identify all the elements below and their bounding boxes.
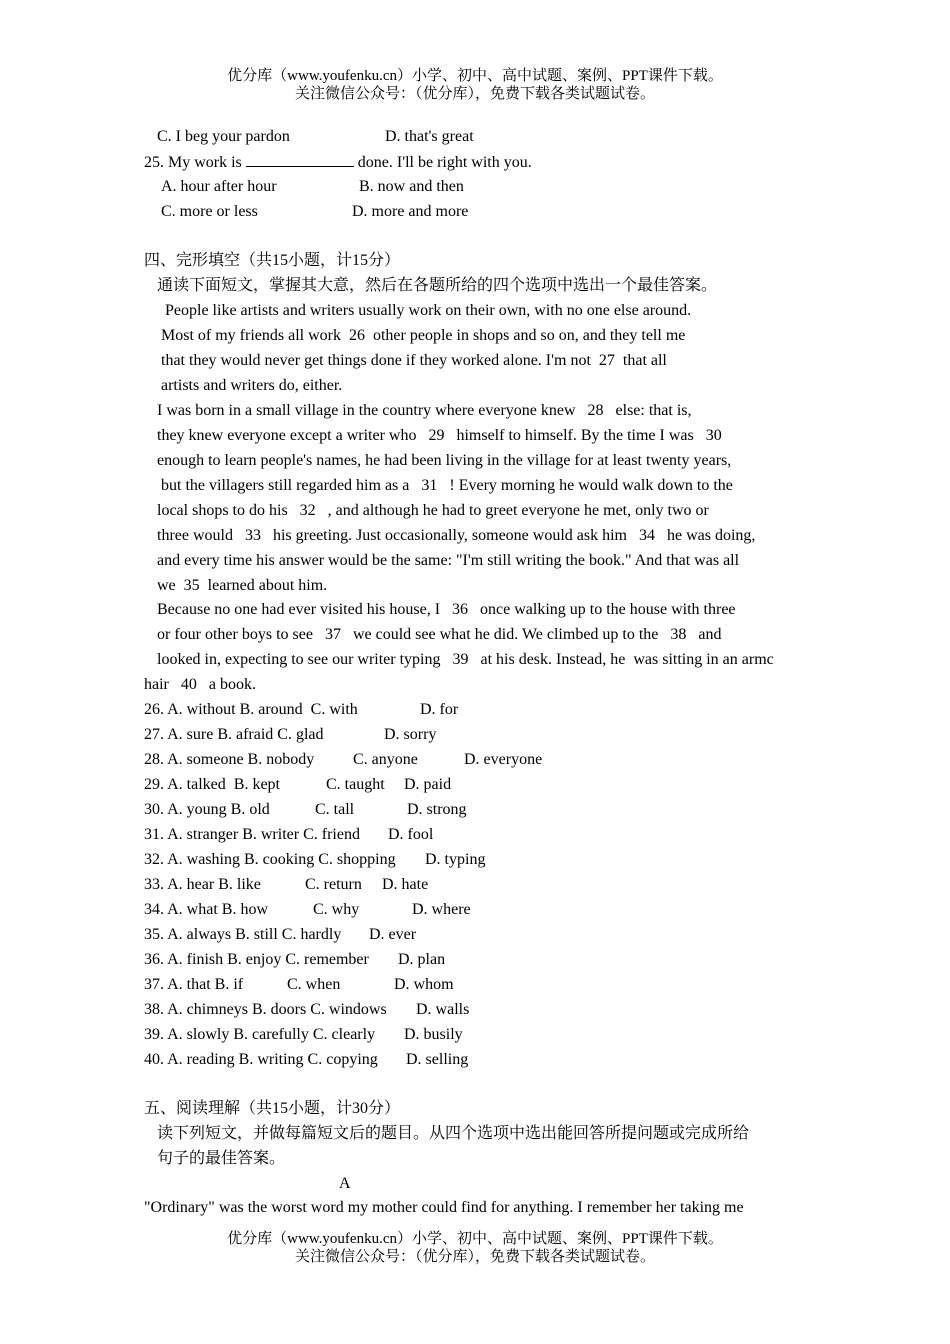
header-line-2: 关注微信公众号：（优分库），免费下载各类试题试卷。 bbox=[294, 86, 655, 102]
passage-line: and every time his answer would be the same: "I'm still writing the book." And that was all bbox=[157, 552, 740, 569]
page-header bbox=[0, 67, 950, 103]
question-32: 32. A. washing B. cooking C. shopping D. typing bbox=[144, 851, 486, 868]
question-29: 29. A. talked B. kept C. taught D. paid bbox=[144, 776, 452, 793]
q25-blank bbox=[246, 152, 354, 167]
passage-line: Because no one had ever visited his house, I 36 once walking up to the house with three bbox=[157, 601, 736, 618]
question-34: 34. A. what B. how C. why D. where bbox=[144, 901, 471, 918]
question-35: 35. A. always B. still C. hardly D. ever bbox=[144, 926, 417, 943]
question-37: 37. A. that B. if C. when D. whom bbox=[144, 976, 454, 993]
passage-line: they knew everyone except a writer who 29 himself to himself. By the time I was 30 bbox=[157, 427, 722, 444]
q24-option-c: C. I beg your pardon bbox=[157, 128, 290, 145]
q25-stem-start: 25. My work is bbox=[144, 154, 246, 171]
passage-line: three would 33 his greeting. Just occasionally, someone would ask him 34 he was doing, bbox=[157, 527, 756, 544]
question-30: 30. A. young B. old C. tall D. strong bbox=[144, 801, 467, 818]
passage-line: or four other boys to see 37 we could see what he did. We climbed up to the 38 and bbox=[157, 626, 722, 643]
question-39: 39. A. slowly B. carefully C. clearly D. busily bbox=[144, 1026, 463, 1043]
question-33: 33. A. hear B. like C. return D. hate bbox=[144, 876, 429, 893]
section4-instruction: 通读下面短文，掌握其大意，然后在各题所给的四个选项中选出一个最佳答案。 bbox=[157, 277, 718, 294]
passage-line: local shops to do his 32 , and although he had to greet everyone he met, only two or bbox=[157, 502, 709, 519]
q25-stem bbox=[144, 152, 532, 173]
passage-label: A bbox=[339, 1175, 351, 1192]
section4-title: 四、完形填空（共15小题，计15分） bbox=[144, 252, 401, 269]
q24-option-d: D. that's great bbox=[385, 128, 474, 145]
passage-line: hair 40 a book. bbox=[144, 676, 256, 693]
q25-option-b: B. now and then bbox=[359, 178, 464, 195]
header-line-1: 优分库（www.youfenku.cn）小学、初中、高中试题、案例、PPT课件下载。 bbox=[227, 68, 723, 84]
passage-line: we 35 learned about him. bbox=[157, 577, 328, 594]
page-footer bbox=[0, 1230, 950, 1266]
section5-instruction-line-2: 句子的最佳答案。 bbox=[157, 1150, 286, 1167]
passage-line: People like artists and writers usually work on their own, with no one else around. bbox=[165, 302, 692, 319]
question-27: 27. A. sure B. afraid C. glad D. sorry bbox=[144, 726, 437, 743]
passage-line: that they would never get things done if they worked alone. I'm not 27 that all bbox=[161, 352, 667, 369]
passage-line: looked in, expecting to see our writer typing 39 at his desk. Instead, he was sitting in an armc bbox=[157, 651, 774, 668]
section5-instruction-line-1: 读下列短文，并做每篇短文后的题目。从四个选项中选出能回答所提问题或完成所给 bbox=[157, 1125, 750, 1142]
q25-option-d: D. more and more bbox=[352, 203, 469, 220]
footer-line-1: 优分库（www.youfenku.cn）小学、初中、高中试题、案例、PPT课件下载。 bbox=[227, 1231, 723, 1247]
passage-line: artists and writers do, either. bbox=[161, 377, 343, 394]
question-36: 36. A. finish B. enjoy C. remember D. plan bbox=[144, 951, 446, 968]
passage-line: enough to learn people's names, he had been living in the village for at least twenty years, bbox=[157, 452, 732, 469]
section5-title: 五、阅读理解（共15小题，计30分） bbox=[144, 1100, 401, 1117]
q25-stem-end: done. I'll be right with you. bbox=[353, 154, 532, 171]
passage-a-first-line: "Ordinary" was the worst word my mother could find for anything. I remember her taking me bbox=[144, 1199, 744, 1216]
question-28: 28. A. someone B. nobody C. anyone D. everyone bbox=[144, 751, 543, 768]
question-31: 31. A. stranger B. writer C. friend D. fool bbox=[144, 826, 434, 843]
q25-option-a: A. hour after hour bbox=[161, 178, 277, 195]
footer-line-2: 关注微信公众号：（优分库），免费下载各类试题试卷。 bbox=[294, 1249, 655, 1265]
question-38: 38. A. chimneys B. doors C. windows D. walls bbox=[144, 1001, 470, 1018]
question-26: 26. A. without B. around C. with D. for bbox=[144, 701, 459, 718]
q25-option-c: C. more or less bbox=[161, 203, 258, 220]
passage-line: I was born in a small village in the country where everyone knew 28 else: that is, bbox=[157, 402, 692, 419]
passage-line: Most of my friends all work 26 other people in shops and so on, and they tell me bbox=[161, 327, 686, 344]
question-40: 40. A. reading B. writing C. copying D. selling bbox=[144, 1051, 469, 1068]
passage-line: but the villagers still regarded him as a 31 ! Every morning he would walk down to the bbox=[161, 477, 733, 494]
